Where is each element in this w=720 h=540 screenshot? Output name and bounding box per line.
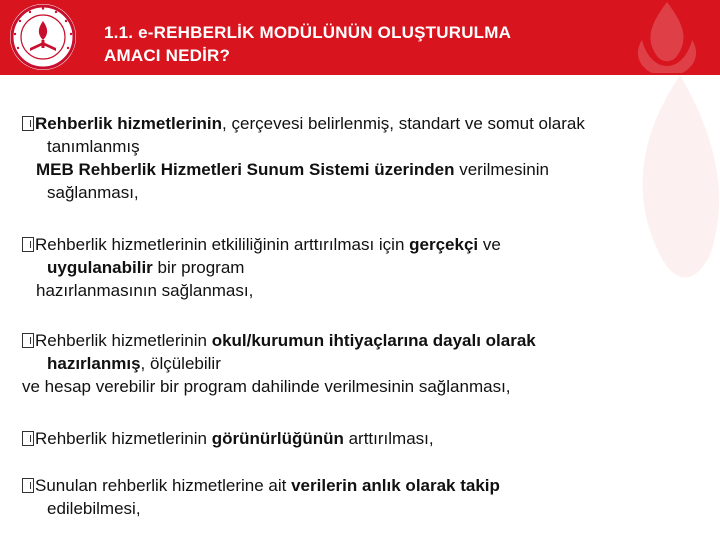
bullet-3-text-1: Rehberlik hizmetlerinin [35, 331, 212, 350]
bullet-box-icon [22, 333, 34, 348]
bullet-1-bold-2: MEB Rehberlik Hizmetleri Sunum Sistemi üzerinden [36, 160, 455, 179]
meb-logo-icon [10, 4, 76, 70]
bullet-2-bold-1: gerçekçi [409, 235, 479, 254]
bullet-1-bold-1: Rehberlik hizmetlerinin [35, 114, 223, 133]
title-line-2: AMACI NEDİR? [104, 46, 231, 65]
bullet-1-text-3: verilmesinin [454, 160, 549, 179]
bullet-3-bold-2: hazırlanmış [47, 354, 141, 373]
bullet-3-line-3: ve hesap verebilir bir program dahilinde verilmesinin sağlanması, [22, 377, 511, 396]
page-title [104, 21, 664, 67]
header-band [0, 0, 720, 75]
bullet-5-text-1: Sunulan rehberlik hizmetlerine ait [35, 476, 292, 495]
bullet-box-icon [22, 478, 34, 493]
bullet-5-line-2: edilebilmesi, [47, 499, 141, 518]
bullet-item-2 [26, 233, 706, 302]
bullet-2-text-1: Rehberlik hizmetlerinin etkililiğinin arttırılması için [35, 235, 410, 254]
bullet-item-5 [26, 474, 706, 520]
bullet-box-icon [22, 431, 34, 446]
bullet-1-line-2: tanımlanmış [47, 137, 140, 156]
bullet-3-bold-1: okul/kurumun ihtiyaçlarına dayalı olarak [211, 331, 536, 350]
bullet-4-text-1: Rehberlik hizmetlerinin [35, 429, 212, 448]
bullet-box-icon [22, 237, 34, 252]
title-line-1: 1.1. e-REHBERLİK MODÜLÜNÜN OLUŞTURULMA [104, 23, 512, 42]
bullet-box-icon [22, 116, 34, 131]
bullet-1-line-4: sağlanması, [47, 183, 139, 202]
bullet-5-bold-1: verilerin anlık olarak takip [291, 476, 500, 495]
bullet-2-bold-2: uygulanabilir [47, 258, 153, 277]
bullet-item-4 [26, 427, 706, 450]
bullet-4-bold-1: görünürlüğünün [211, 429, 344, 448]
bullet-1-text-1: , çerçevesi belirlenmiş, standart ve somut olarak [222, 114, 585, 133]
bullet-3-text-2: , ölçülebilir [140, 354, 221, 373]
bullet-item-3 [22, 329, 706, 398]
bullet-2-tail-1: ve [478, 235, 501, 254]
bullet-2-line-3: hazırlanmasının sağlanması, [36, 281, 254, 300]
bullet-4-tail-1: arttırılması, [343, 429, 434, 448]
bullet-item-1 [26, 112, 706, 204]
bullet-2-text-2: bir program [152, 258, 245, 277]
